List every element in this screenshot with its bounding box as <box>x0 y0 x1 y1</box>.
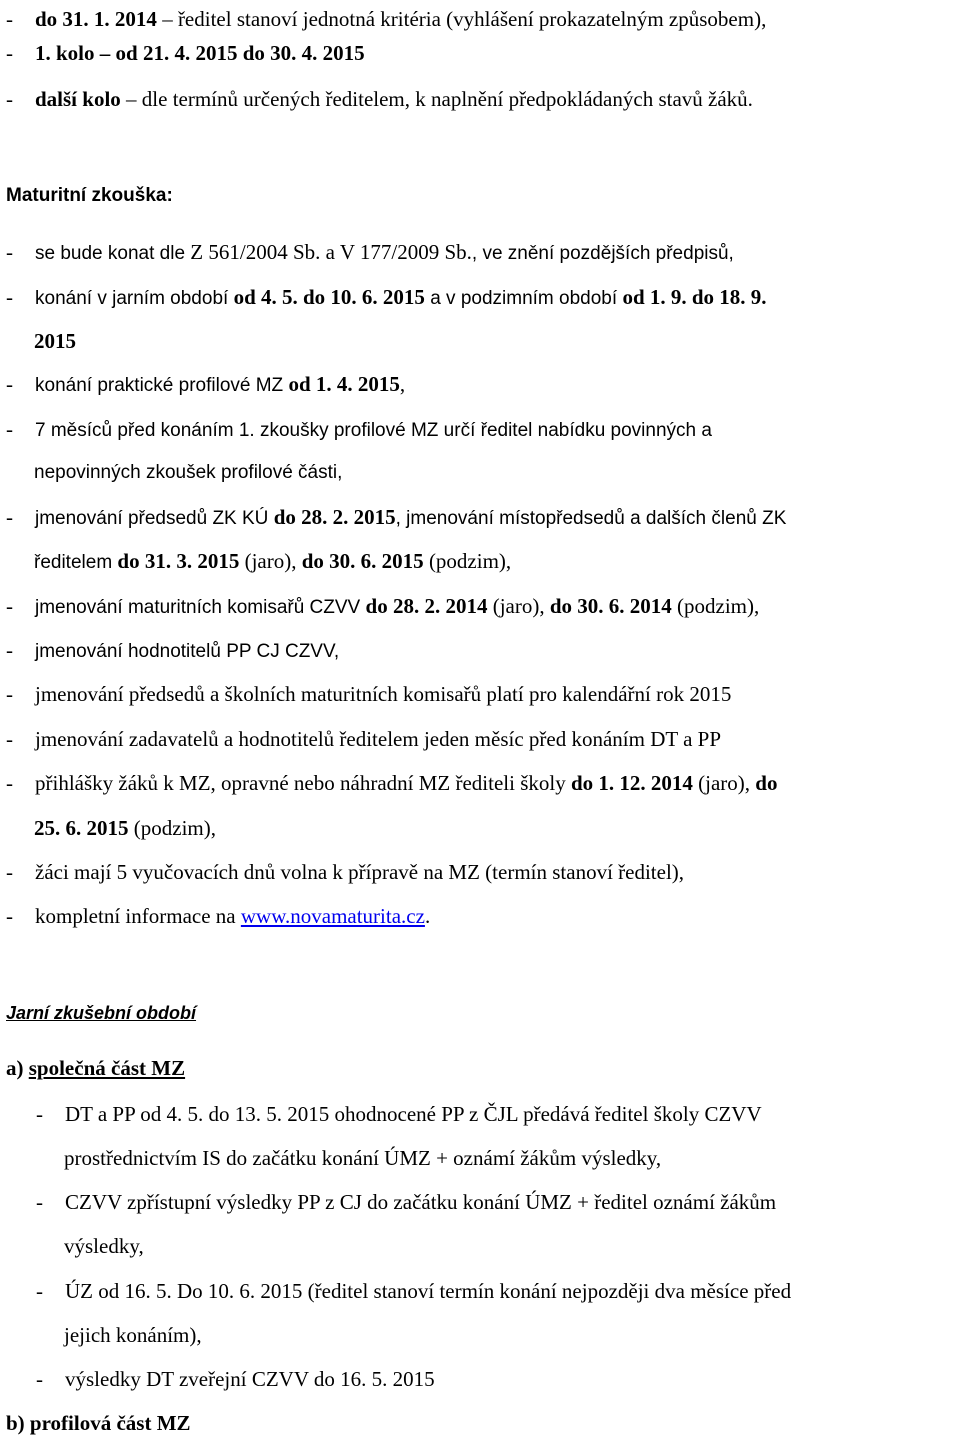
list-item: - CZVV zpřístupní výsledky PP z CJ do začátku konání ÚMZ + ředitel oznámí žákům <box>36 1190 777 1214</box>
list-item-continuation: nepovinných zkoušek profilové části, <box>34 462 343 483</box>
list-item-continuation: výsledky, <box>64 1234 144 1258</box>
subsection-heading: b) profilová část MZ <box>6 1411 191 1435</box>
list-item: - jmenování maturitních komisařů CZVV do 28. 2. 2014 (jaro), do 30. 6. 2014 (podzim), <box>6 594 760 618</box>
list-item: - další kolo – dle termínů určených ředitelem, k naplnění předpokládaných stavů žáků. <box>6 87 753 111</box>
list-item: - jmenování hodnotitelů PP CJ CZVV, <box>6 638 340 662</box>
list-item: - do 31. 1. 2014 – ředitel stanoví jednotná kritéria (vyhlášení prokazatelným způsobem), <box>6 7 767 31</box>
subsection-heading: a) společná část MZ <box>6 1056 186 1080</box>
list-item-continuation: 2015 <box>34 329 76 353</box>
list-item: - konání praktické profilové MZ od 1. 4. 2015, <box>6 372 406 396</box>
list-item: - kompletní informace na www.novamaturita.cz. <box>6 904 431 928</box>
list-item: - jmenování předsedů ZK KÚ do 28. 2. 2015, jmenování místopředsedů a dalších členů ZK <box>6 505 787 529</box>
section-heading: Jarní zkušební období <box>6 1003 197 1023</box>
bullet-dash: - <box>6 7 13 31</box>
list-item: - DT a PP od 4. 5. do 13. 5. 2015 ohodnocené PP z ČJL předává ředitel školy CZVV <box>36 1102 762 1126</box>
list-item-continuation: prostřednictvím IS do začátku konání ÚMZ + oznámí žákům výsledky, <box>64 1146 662 1170</box>
list-item: - ÚZ od 16. 5. Do 10. 6. 2015 (ředitel stanoví termín konání nejpozději dva měsíce před <box>36 1279 792 1303</box>
list-item: - přihlášky žáků k MZ, opravné nebo náhradní MZ řediteli školy do 1. 12. 2014 (jaro), do <box>6 771 778 795</box>
list-item-continuation: 25. 6. 2015 (podzim), <box>34 816 216 840</box>
list-item: - jmenování předsedů a školních maturitních komisařů platí pro kalendářní rok 2015 <box>6 682 732 706</box>
list-item: - konání v jarním období od 4. 5. do 10. 6. 2015 a v podzimním období od 1. 9. do 18. 9. <box>6 285 767 309</box>
list-item: - žáci mají 5 vyučovacích dnů volna k přípravě na MZ (termín stanoví ředitel), <box>6 860 685 884</box>
list-item: - jmenování zadavatelů a hodnotitelů ředitelem jeden měsíc před konáním DT a PP <box>6 727 721 751</box>
list-item: - 1. kolo – od 21. 4. 2015 do 30. 4. 2015 <box>6 41 365 65</box>
novamaturita-link[interactable]: www.novamaturita.cz <box>240 904 425 928</box>
list-item: - se bude konat dle Z 561/2004 Sb. a V 177/2009 Sb., ve znění pozdějších předpisů, <box>6 240 734 264</box>
list-item-continuation: jejich konáním), <box>64 1323 202 1347</box>
list-item: - 7 měsíců před konáním 1. zkoušky profilové MZ určí ředitel nabídku povinných a <box>6 417 712 441</box>
list-item: - výsledky DT zveřejní CZVV do 16. 5. 2015 <box>36 1367 435 1391</box>
section-heading: Maturitní zkouška: <box>6 185 173 206</box>
list-item-continuation: ředitelem do 31. 3. 2015 (jaro), do 30. 6. 2015 (podzim), <box>34 549 512 573</box>
bullet-dash: - <box>6 87 13 111</box>
bullet-dash: - <box>6 41 13 65</box>
